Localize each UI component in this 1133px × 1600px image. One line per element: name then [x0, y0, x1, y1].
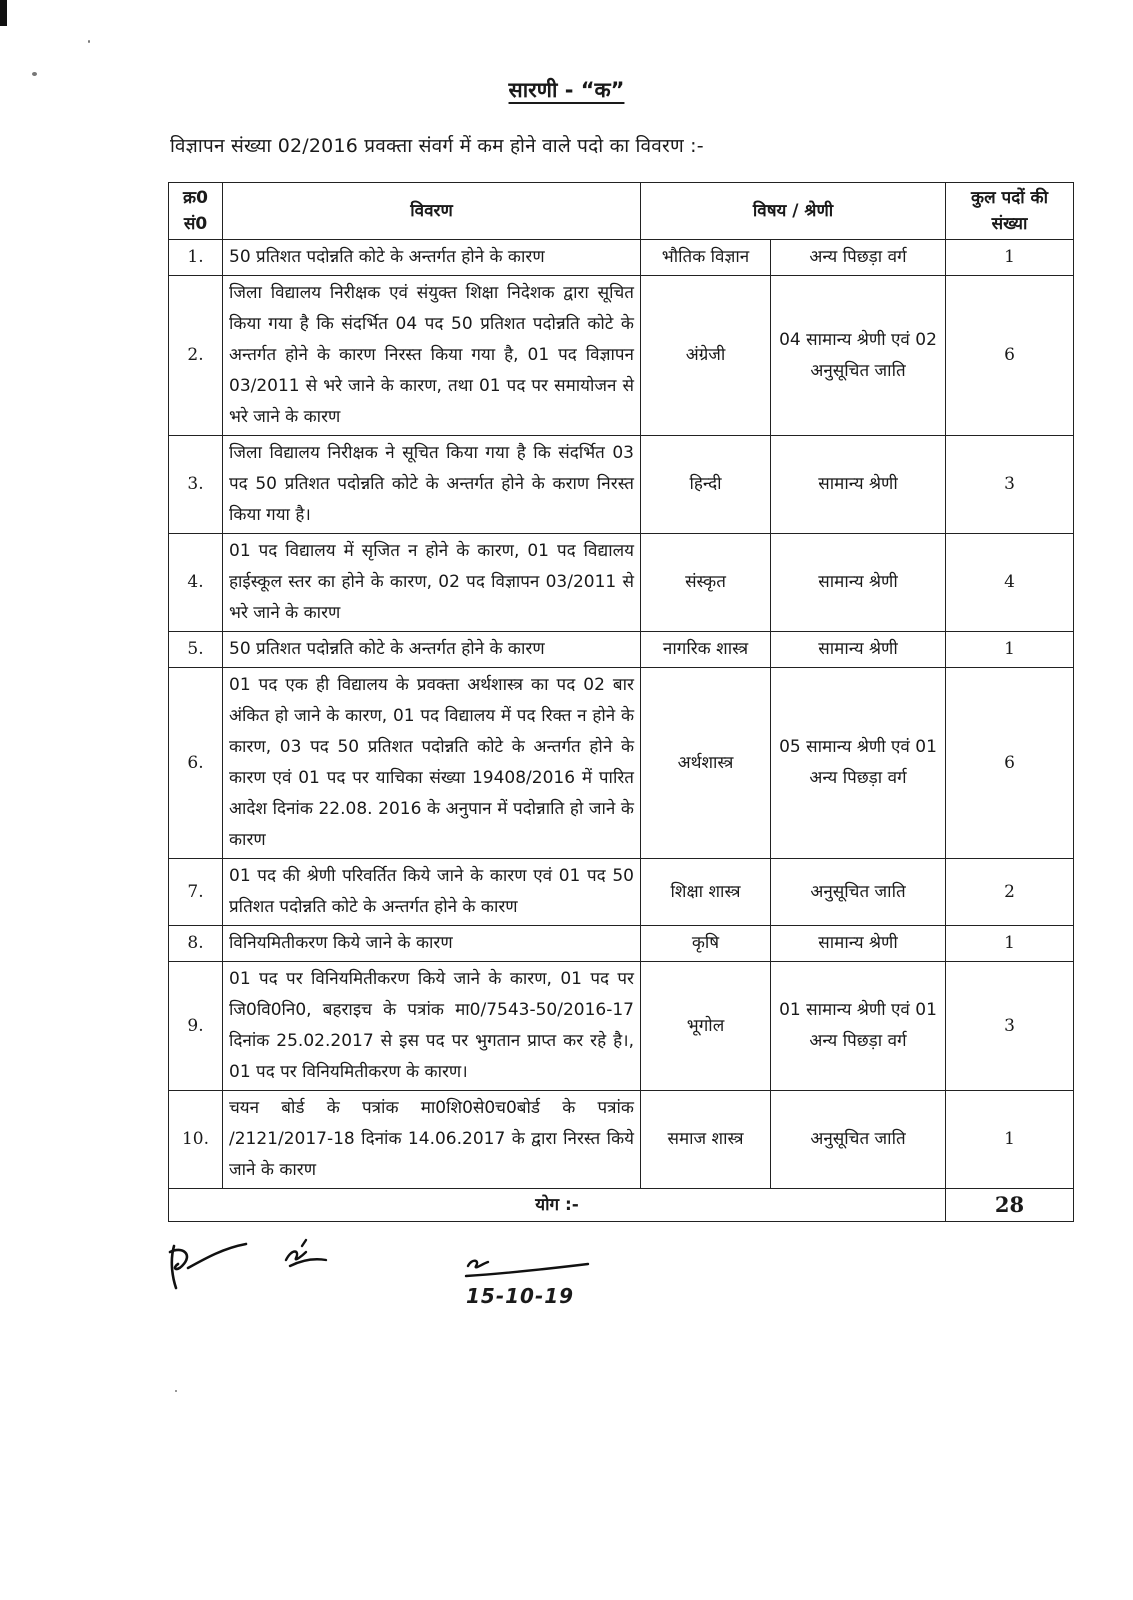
- row-count: 6: [946, 276, 1074, 436]
- row-sno: 5.: [169, 632, 223, 668]
- header-subject-category: विषय / श्रेणी: [641, 183, 946, 240]
- row-subject: अर्थशास्त्र: [641, 668, 771, 859]
- row-category: सामान्य श्रेणी: [771, 926, 946, 962]
- row-count: 1: [946, 926, 1074, 962]
- row-category: सामान्य श्रेणी: [771, 632, 946, 668]
- row-sno: 10.: [169, 1091, 223, 1189]
- row-sno: 7.: [169, 859, 223, 926]
- row-category: 01 सामान्य श्रेणी एवं 01 अन्य पिछड़ा वर्ग: [771, 962, 946, 1091]
- header-sno: क्र0 सं0: [169, 183, 223, 240]
- row-sno: 9.: [169, 962, 223, 1091]
- table-row: [169, 276, 1074, 436]
- table-row: [169, 1091, 1074, 1189]
- row-sno: 2.: [169, 276, 223, 436]
- row-count: 4: [946, 534, 1074, 632]
- row-sno: 8.: [169, 926, 223, 962]
- row-category: 04 सामान्य श्रेणी एवं 02 अनुसूचित जाति: [771, 276, 946, 436]
- total-value: 28: [946, 1189, 1074, 1222]
- scan-speck: [175, 1390, 177, 1392]
- row-category: सामान्य श्रेणी: [771, 436, 946, 534]
- row-count: 1: [946, 1091, 1074, 1189]
- row-description: 01 पद एक ही विद्यालय के प्रवक्ता अर्थशास्त्र का पद 02 बार अंकित हो जाने के कारण, 01 पद विद्यालय में पद रिक्त न होने के कारण, 03 पद 50 प्रतिशत पदोन्नति कोटे के अन्तर्गत होने के कारण एवं 01 पद पर याचिका संख्या 19408/2016 में पारित आदेश दिनांक 22.08. 2016 के अनुपान में पदोन्नाति हो जाने के कारण: [223, 668, 641, 859]
- table-row: [169, 436, 1074, 534]
- table-row: [169, 240, 1074, 276]
- row-sno: 3.: [169, 436, 223, 534]
- row-subject: हिन्दी: [641, 436, 771, 534]
- row-count: 3: [946, 962, 1074, 1091]
- row-category: सामान्य श्रेणी: [771, 534, 946, 632]
- scan-edge-mark: [0, 0, 7, 26]
- row-sno: 4.: [169, 534, 223, 632]
- row-category: अनुसूचित जाति: [771, 1091, 946, 1189]
- row-count: 3: [946, 436, 1074, 534]
- row-count: 2: [946, 859, 1074, 926]
- row-subject: समाज शास्त्र: [641, 1091, 771, 1189]
- row-sno: 6.: [169, 668, 223, 859]
- document-subtitle: विज्ञापन संख्या 02/2016 प्रवक्ता संवर्ग में कम होने वाले पदो का विवरण :-: [170, 135, 704, 157]
- signature-date: 15-10-19: [466, 1284, 575, 1308]
- document-title: [0, 76, 1133, 104]
- row-subject: भौतिक विज्ञान: [641, 240, 771, 276]
- scan-speck: [88, 40, 90, 43]
- row-subject: कृषि: [641, 926, 771, 962]
- row-description: 50 प्रतिशत पदोन्नति कोटे के अन्तर्गत होने के कारण: [223, 632, 641, 668]
- row-count: 1: [946, 240, 1074, 276]
- row-description: जिला विद्यालय निरीक्षक ने सूचित किया गया है कि संदर्भित 03 पद 50 प्रतिशत पदोन्नति कोटे के अन्तर्गत होने के कराण निरस्त किया गया है।: [223, 436, 641, 534]
- row-category: 05 सामान्य श्रेणी एवं 01 अन्य पिछड़ा वर्ग: [771, 668, 946, 859]
- header-total-posts: कुल पदों की संख्या: [946, 183, 1074, 240]
- row-subject: अंग्रेजी: [641, 276, 771, 436]
- signature-2: [280, 1238, 340, 1274]
- row-subject: संस्कृत: [641, 534, 771, 632]
- table-row: [169, 859, 1074, 926]
- header-description: विवरण: [223, 183, 641, 240]
- title-text: सारणी - “क”: [508, 78, 625, 102]
- row-subject: भूगोल: [641, 962, 771, 1091]
- row-description: चयन बोर्ड के पत्रांक मा0शि0से0च0बोर्ड के पत्रांक /2121/2017-18 दिनांक 14.06.2017 के द्वारा निरस्त किये जाने के कारण: [223, 1091, 641, 1189]
- row-subject: शिक्षा शास्त्र: [641, 859, 771, 926]
- table-row: [169, 632, 1074, 668]
- row-description: विनियमितीकरण किये जाने के कारण: [223, 926, 641, 962]
- signature-1: [160, 1238, 260, 1298]
- row-description: 01 पद पर विनियमितीकरण किये जाने के कारण, 01 पद पर जि0वि0नि0, बहराइच के पत्रांक मा0/7543-50/2016-17 दिनांक 25.02.2017 से इस पद पर भुगतान प्राप्त कर रहे है।, 01 पद पर विनियमितीकरण के कारण।: [223, 962, 641, 1091]
- row-category: अन्य पिछड़ा वर्ग: [771, 240, 946, 276]
- table-row: [169, 962, 1074, 1091]
- total-row: [169, 1189, 1074, 1222]
- table-row: [169, 926, 1074, 962]
- row-sno: 1.: [169, 240, 223, 276]
- row-category: अनुसूचित जाति: [771, 859, 946, 926]
- row-subject: नागरिक शास्त्र: [641, 632, 771, 668]
- row-description: 01 पद विद्यालय में सृजित न होने के कारण, 01 पद विद्यालय हाईस्कूल स्तर का होने के कारण, 02 पद विज्ञापन 03/2011 से भरे जाने के कारण: [223, 534, 641, 632]
- table-header-row: [169, 183, 1074, 240]
- row-description: 50 प्रतिशत पदोन्नति कोटे के अन्तर्गत होने के कारण: [223, 240, 641, 276]
- row-description: 01 पद की श्रेणी परिवर्तित किये जाने के कारण एवं 01 पद 50 प्रतिशत पदोन्नति कोटे के अन्तर्गत होने के कारण: [223, 859, 641, 926]
- posts-table: [168, 182, 1074, 1222]
- total-label: योग :-: [169, 1189, 946, 1222]
- row-description: जिला विद्यालय निरीक्षक एवं संयुक्त शिक्षा निदेशक द्वारा सूचित किया गया है कि संदर्भित 04 पद 50 प्रतिशत पदोन्नति कोटे के अन्तर्गत होने के कारण निरस्त किया गया है, 01 पद विज्ञापन 03/2011 से भरे जाने के कारण, तथा 01 पद पर समायोजन से भरे जाने के कारण: [223, 276, 641, 436]
- table-row: [169, 668, 1074, 859]
- table-row: [169, 534, 1074, 632]
- row-count: 6: [946, 668, 1074, 859]
- row-count: 1: [946, 632, 1074, 668]
